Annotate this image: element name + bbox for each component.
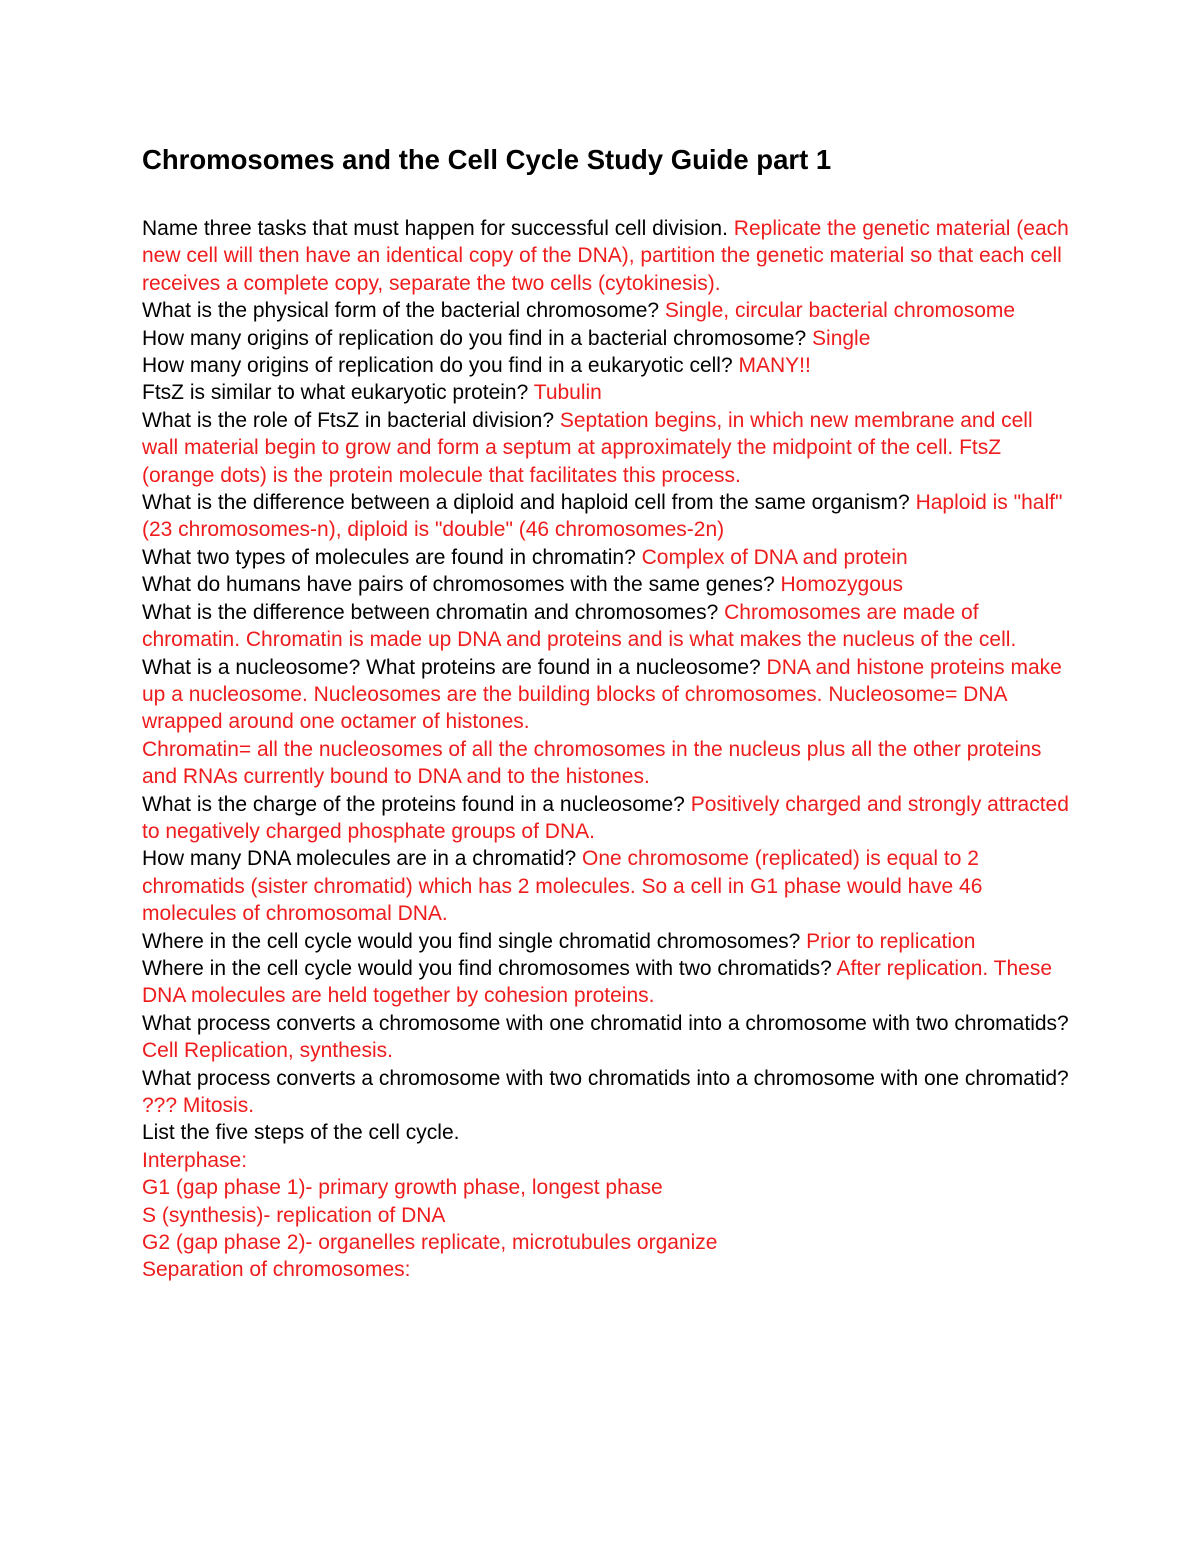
cycle-step xyxy=(142,1229,1072,1256)
qa-item xyxy=(142,1065,1072,1120)
question-text: FtsZ is similar to what eukaryotic protein? xyxy=(142,381,529,405)
cycle-step xyxy=(142,1174,1072,1201)
question-text: How many origins of replication do you find in a eukaryotic cell? xyxy=(142,354,733,378)
qa-item xyxy=(142,791,1072,846)
answer-text: DNA and histone proteins make up a nucleosome. Nucleosomes are the building blocks of chromosomes. Nucleosome= DNA wrapped around one octamer of histones. xyxy=(142,655,1062,734)
cycle-step xyxy=(142,1147,1072,1174)
answer-text: Prior to replication xyxy=(806,929,976,953)
qa-item xyxy=(142,489,1072,544)
question-text: What is the difference between chromatin and chromosomes? xyxy=(142,600,719,624)
answer-text: Replicate the genetic material (each new cell will then have an identical copy of the DNA), partition the genetic material so that each cell receives a complete copy, separate the two cells (cytokinesis). xyxy=(142,217,1069,295)
answer-text: MANY!! xyxy=(738,354,811,378)
question-text: List the five steps of the cell cycle. xyxy=(142,1121,460,1145)
question-text: What is a nucleosome? What proteins are found in a nucleosome? xyxy=(142,655,761,679)
qa-item xyxy=(142,571,1072,598)
qa-item xyxy=(142,1010,1072,1065)
question-text: Where in the cell cycle would you find single chromatid chromosomes? xyxy=(142,929,801,953)
answer-text: After replication. These DNA molecules are held together by cohesion proteins. xyxy=(142,956,1053,1008)
answer-text: Haploid is "half" (23 chromosomes-n), diploid is "double" (46 chromosomes-2n) xyxy=(142,491,1063,542)
question-text: Where in the cell cycle would you find chromosomes with two chromatids? xyxy=(142,956,832,980)
answer-text: Chromatin= all the nucleosomes of all the chromosomes in the nucleus plus all the other proteins and RNAs currently bound to DNA and to the histones. xyxy=(142,737,1042,789)
qa-item xyxy=(142,845,1072,927)
answer-text: Septation begins, in which new membrane and cell wall material begin to grow and form a septum at approximately the midpoint of the cell. FtsZ (orange dots) is the protein molecule that facilitates this process. xyxy=(142,408,1033,487)
qa-item xyxy=(142,1119,1072,1146)
answer-text: Homozygous xyxy=(780,573,904,597)
qa-item xyxy=(142,325,1072,352)
question-text: What is the physical form of the bacterial chromosome? xyxy=(142,299,660,323)
question-text: How many DNA molecules are in a chromatid? xyxy=(142,847,577,871)
answer-text: S (synthesis)- replication of DNA xyxy=(142,1203,446,1227)
qa-item xyxy=(142,955,1072,1010)
question-text: What is the role of FtsZ in bacterial division? xyxy=(142,408,555,432)
answer-text: Tubulin xyxy=(533,381,602,405)
qa-item xyxy=(142,379,1072,406)
answer-text: Chromosomes are made of chromatin. Chromatin is made up DNA and proteins and is what makes the nucleus of the cell. xyxy=(142,600,1017,652)
question-text: Name three tasks that must happen for successful cell division. xyxy=(142,217,728,240)
qa-item xyxy=(142,297,1072,324)
question-text: What process converts a chromosome with two chromatids into a chromosome with one chromatid? xyxy=(142,1066,1069,1090)
qa-item xyxy=(142,654,1072,736)
qa-item xyxy=(142,599,1072,654)
answer-text: Separation of chromosomes: xyxy=(142,1258,411,1282)
answer-text: Interphase: xyxy=(142,1148,248,1172)
study-guide-body xyxy=(142,215,1072,1284)
answer-text: ??? Mitosis. xyxy=(142,1094,255,1117)
qa-item xyxy=(142,215,1072,297)
answer-text: One chromosome (replicated) is equal to 2 chromatids (sister chromatid) which has 2 molecules. So a cell in G1 phase would have 46 molecules of chromosomal DNA. xyxy=(142,847,983,926)
answer-text: Positively charged and strongly attracted to negatively charged phosphate groups of DNA. xyxy=(142,792,1069,843)
question-text: What is the charge of the proteins found in a nucleosome? xyxy=(142,792,685,816)
answer-text: Complex of DNA and protein xyxy=(641,545,908,569)
answer-text: G2 (gap phase 2)- organelles replicate, microtubules organize xyxy=(142,1231,718,1255)
answer-text: Cell Replication, synthesis. xyxy=(142,1039,393,1063)
answer-text: G1 (gap phase 1)- primary growth phase, longest phase xyxy=(142,1176,663,1200)
qa-item xyxy=(142,544,1072,571)
question-text: What two types of molecules are found in chromatin? xyxy=(142,545,636,569)
answer-text: Single xyxy=(812,326,871,350)
question-text: What is the difference between a diploid and haploid cell from the same organism? xyxy=(142,491,910,515)
answer-text: Single, circular bacterial chromosome xyxy=(664,299,1016,323)
cycle-step xyxy=(142,1256,1072,1283)
qa-item xyxy=(142,928,1072,955)
question-text: What do humans have pairs of chromosomes with the same genes? xyxy=(142,573,775,597)
document-title: Chromosomes and the Cell Cycle Study Guide part 1 xyxy=(142,144,832,175)
answer-continuation xyxy=(142,736,1072,791)
question-text: How many origins of replication do you find in a bacterial chromosome? xyxy=(142,326,807,350)
qa-item xyxy=(142,407,1072,489)
question-text: What process converts a chromosome with one chromatid into a chromosome with two chromatids? xyxy=(142,1011,1069,1035)
qa-item xyxy=(142,352,1072,379)
cycle-step xyxy=(142,1202,1072,1229)
